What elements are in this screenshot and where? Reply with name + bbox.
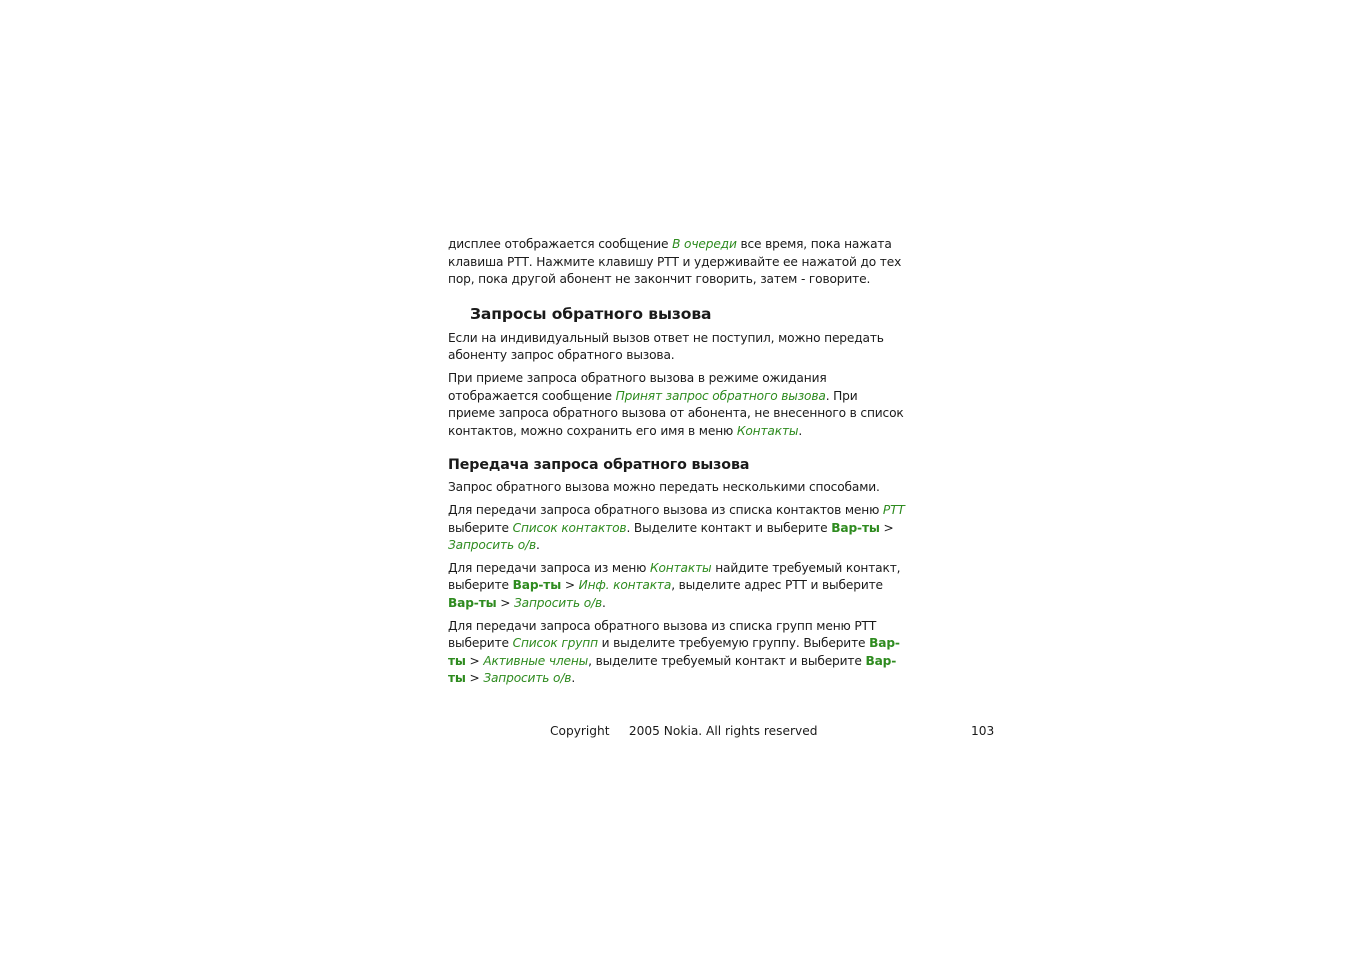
ui-term: Запросить о/в xyxy=(483,671,572,686)
text-run: , выделите требуемый контакт и выберите xyxy=(588,653,866,668)
softkey-term: Вар-ты xyxy=(831,520,880,535)
section-heading-sending-callback: Передача запроса обратного вызова xyxy=(448,457,750,474)
text-run: . xyxy=(536,538,540,553)
section2-paragraph-1: Запрос обратного вызова можно передать несколькими способами. xyxy=(448,480,880,495)
ui-term: В очереди xyxy=(672,237,737,251)
text-run: Для передачи запроса обратного вызова из списка групп меню РТТ выберите xyxy=(448,618,877,651)
text-run: > xyxy=(465,671,484,686)
text-run: все время, пока нажата клавиша РТТ. Нажмите клавишу РТТ и удерживайте ее нажатой до тех пор, пока другой абонент не закончит говорить, затем - говорите. xyxy=(448,237,902,287)
ui-term: Контакты xyxy=(649,560,712,575)
ui-term: Контакты xyxy=(736,423,799,438)
text-run: дисплее отображается сообщение xyxy=(448,237,673,251)
text-run: . xyxy=(798,423,803,438)
page-number: 103 xyxy=(971,724,995,738)
text-run: > xyxy=(465,653,484,668)
text-run: Для передачи запроса из меню xyxy=(448,560,650,575)
softkey-term: Вар-ты xyxy=(448,636,900,668)
text-run: . xyxy=(602,595,606,610)
ui-term: Принят запрос обратного вызова xyxy=(615,388,826,403)
text-run: > xyxy=(496,595,514,610)
ui-term: Список контактов xyxy=(512,520,627,535)
intro-paragraph xyxy=(448,236,908,289)
section2-paragraph-2 xyxy=(448,502,908,555)
ui-term: Список групп xyxy=(512,636,598,651)
text-run: При приеме запроса обратного вызова в режиме ожидания отображается сообщение xyxy=(448,370,827,403)
ui-term: Запросить о/в xyxy=(514,595,603,610)
section2-paragraph-4 xyxy=(448,618,908,688)
ui-term: Активные члены xyxy=(483,653,589,668)
softkey-term: Вар-ты xyxy=(448,595,497,610)
section1-paragraph-1: Если на индивидуальный вызов ответ не поступил, можно передать абоненту запрос обратного вызова. xyxy=(448,330,884,363)
text-run: выберите xyxy=(448,520,513,535)
ui-term: Запросить о/в xyxy=(448,538,537,553)
document-page xyxy=(448,236,908,693)
text-run: , выделите адрес РТТ и выберите xyxy=(671,578,883,593)
ui-term: РТТ xyxy=(882,502,905,517)
section2-paragraph-3 xyxy=(448,560,908,613)
softkey-term: Вар-ты xyxy=(448,653,897,686)
section-heading-callback-requests: Запросы обратного вызова xyxy=(470,304,712,323)
text-run: и выделите требуемую группу. Выберите xyxy=(597,636,870,651)
text-run: Для передачи запроса обратного вызова из списка контактов меню xyxy=(448,502,883,517)
text-run: . При приеме запроса обратного вызова от абонента, не внесенного в список контактов, можно сохранить его имя в меню xyxy=(448,388,904,438)
softkey-term: Вар-ты xyxy=(512,578,562,593)
text-run: > xyxy=(879,520,894,535)
section1-paragraph-2 xyxy=(448,370,908,440)
text-run: . xyxy=(571,671,576,686)
text-run: найдите требуемый контакт, выберите xyxy=(448,560,901,593)
copyright-notice: Copyright 2005 Nokia. All rights reserved xyxy=(550,724,818,738)
ui-term: Инф. контакта xyxy=(578,578,672,593)
text-run: . Выделите контакт и выберите xyxy=(626,520,832,535)
text-run: > xyxy=(561,578,579,593)
